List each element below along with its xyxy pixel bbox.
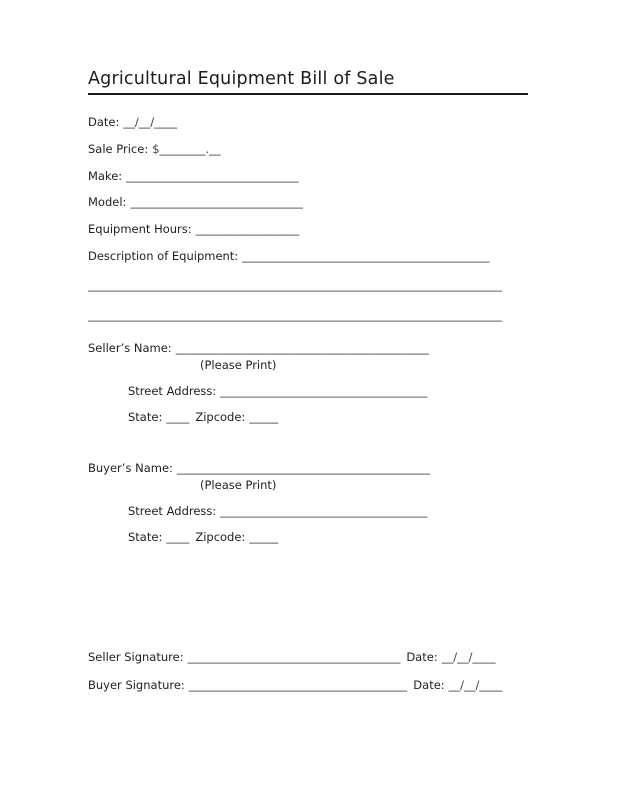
date-label: Date: [88,115,120,129]
field-sale-price [88,142,221,156]
seller-street-label: Street Address: [128,384,217,398]
field-seller-name [88,341,429,355]
buyer-name-label: Buyer’s Name: [88,461,173,475]
description-blank-line-1: ___________________________________________ [242,249,490,263]
model-label: Model: [88,195,127,209]
buyer-signature-blank-line: ______________________________________ [188,678,408,692]
buyer-signature-date-label: Date: [413,678,445,692]
field-buyer-street-address [128,504,427,518]
field-date [88,115,177,129]
field-buyer-name [88,461,430,475]
model-blank-line: ______________________________ [130,195,303,209]
seller-zipcode-blank-line: _____ [249,410,279,424]
field-description [88,249,489,263]
field-seller-street-address [128,384,427,398]
seller-state-blank-line: ____ [166,410,190,424]
description-blank-line-3: ________________________________________________________________________ [88,308,502,322]
field-seller-signature [88,650,495,664]
field-model [88,195,303,209]
make-label: Make: [88,169,123,183]
sale-price-blank-line: $________.__ [152,142,221,156]
seller-state-label: State: [128,410,163,424]
seller-zipcode-label: Zipcode: [195,410,246,424]
buyer-zipcode-blank-line: _____ [249,530,279,544]
buyer-please-print-note: (Please Print) [200,478,277,492]
buyer-state-label: State: [128,530,163,544]
buyer-state-blank-line: ____ [166,530,190,544]
make-blank-line: ______________________________ [126,169,299,183]
buyer-name-blank-line: ____________________________________________ [176,461,430,475]
seller-please-print-note: (Please Print) [200,358,277,372]
seller-street-blank-line: ____________________________________ [220,384,428,398]
sale-price-label: Sale Price: [88,142,149,156]
field-buyer-state-zip [128,530,278,544]
seller-signature-label: Seller Signature: [88,650,184,664]
buyer-zipcode-label: Zipcode: [195,530,246,544]
field-make [88,169,299,183]
date-blank-line: __/__/____ [123,115,178,129]
buyer-street-label: Street Address: [128,504,217,518]
description-label: Description of Equipment: [88,249,239,263]
buyer-signature-date-blank-line: __/__/____ [448,678,503,692]
equipment-hours-blank-line: __________________ [195,222,300,236]
seller-signature-date-label: Date: [406,650,438,664]
field-equipment-hours [88,222,299,236]
seller-name-label: Seller’s Name: [88,341,172,355]
buyer-street-blank-line: ____________________________________ [220,504,428,518]
page-title: Agricultural Equipment Bill of Sale [88,69,528,95]
seller-name-blank-line: ____________________________________________ [175,341,429,355]
field-buyer-signature [88,678,502,692]
description-blank-line-2: ________________________________________________________________________ [88,278,502,292]
field-seller-state-zip [128,410,278,424]
seller-signature-blank-line: _____________________________________ [187,650,401,664]
buyer-signature-label: Buyer Signature: [88,678,185,692]
equipment-hours-label: Equipment Hours: [88,222,192,236]
seller-signature-date-blank-line: __/__/____ [441,650,496,664]
